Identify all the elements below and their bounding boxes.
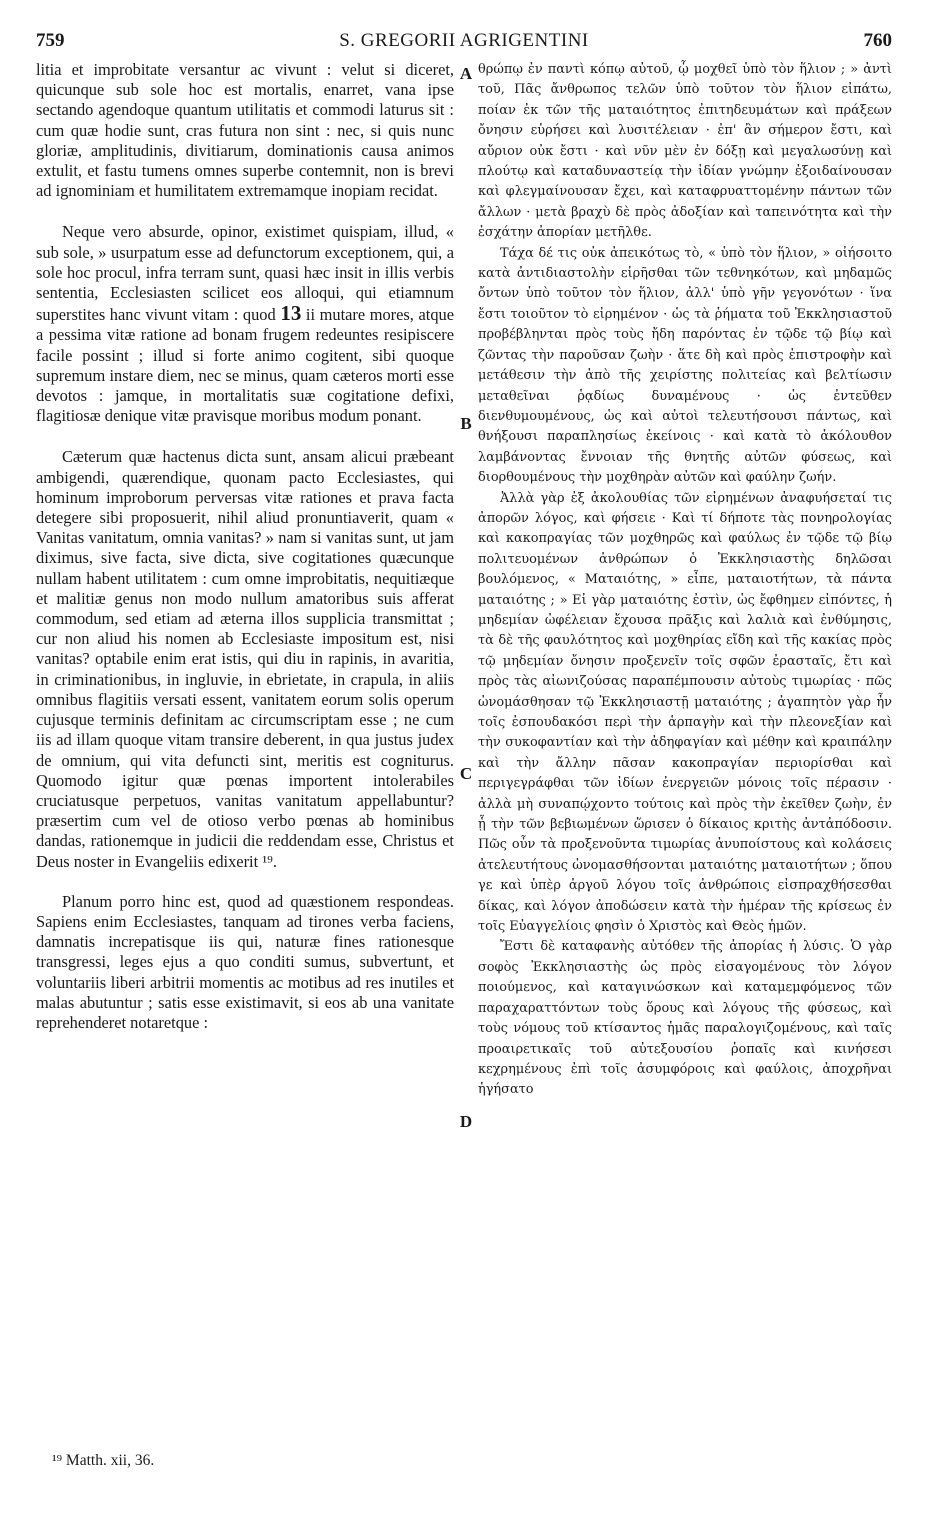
page-number-right: 760 — [863, 30, 892, 51]
greek-paragraph-3: Ἀλλὰ γὰρ ἐξ ἀκολουθίας τῶν εἰρημένων ἀναφυήσεταί τις ἀπορῶν λόγος, καὶ φήσειε · Καὶ τί δήποτε τὰς πονηρολογίας καὶ κακοπραγίας τῶν μοχθηρῶς καὶ φαύλως ἐν τῷδε τῷ βίῳ πολιτευομένων ἀνθρώπων ὁ Ἐκκλησιαστὴς δηλῶσαι βουλόμενος, « Ματαιότης, » εἶπε, ματαιοτήτων, τὰ πάντα ματαιότης ; » Εἰ γὰρ ματαιότης ἐστὶν, ὡς ἔφθημεν εἰπόντες, ἡ μηδεμίαν ὠφέλειαν ἔχουσα πρᾶξις καὶ λαλιὰ καὶ ἐνθύμησις, τὰ δὲ τῆς φαυλότητος καὶ μοχθηρίας εἴδη καὶ τῆς κακίας πρὸς τῷ μηδεμίαν ὄνησιν προξενεῖν τοῖς σφῶν ἐρασταῖς, ἔτι καὶ πρὸς τὰς αἰωνιζούσας παραπέμπουσιν αὐτοὺς τιμωρίας · πῶς ὠνομάσθησαν τῷ Ἐκκλησιαστῇ ματαιότης ; ἀγαπητὸν γὰρ ἦν τοῖς ἐσπουδακόσι περὶ τὴν ἁρπαγὴν καὶ τὴν πλεονεξίαν καὶ τὴν συκοφαντίαν καὶ τὴν ἀδηφαγίαν καὶ μέθην καὶ κραιπάλην καὶ τὴν ἄλλην πᾶσαν κακοπραγίαν περιορίσθαι καὶ περιγεγράφθαι τῶν ἰδίων ἐνεργειῶν μόνοις τοῖς πέρασιν · ἀλλὰ μὴ συναπῴχοντο τούτοις καὶ πρὸς τὴν ἐκεῖθεν ζωὴν, ἐν ᾗ τὴν τῶν βεβιωμένων ὥρισεν ὁ δίκαιος κριτὴς ἀντἀπόδοσιν. Πῶς οὖν τὰ προξενοῦντα τιμωρίας ἀνυποίστους καὶ κολάσεις ἀτελευτήτους ὠνομασθήσονται ματαιότης ματαιοτήτων ; ὅπου γε καὶ ὑπὲρ ἀργοῦ λόγου τοῖς ἀνθρώποις εἰσπραχθήσεσθαι δίκας, καὶ λόγον ἀποδώσειν κατὰ τὴν ἡμέραν τῆς κρίσεως ἐν τοῖς Εὐαγγελίοις φησὶν ὁ Χριστὸς καὶ Θεὸς ἡμῶν. — [478, 490, 892, 935]
latin-column — [36, 60, 454, 1033]
latin-paragraph-2 — [36, 222, 454, 426]
latin-paragraph-4: Planum porro hinc est, quod ad quæstionem respondeas. Sapiens enim Ecclesiastes, tanquam ad tirones verba faciens, damnatis increpatisque iis qui, naturæ fines rationesque transgressi, leges ejus a quo conditi sumus, subvertunt, et voluntariis liberi arbitrii momentis ac motibus ad res inutiles et malas abutuntur ; satis esse existimavit, si eos ab una vanitate reprehenderet notaretque : — [36, 891, 454, 1032]
margin-marker-b: B — [460, 414, 472, 433]
latin-paragraph-2-part-b: ii mutare mores, atque a pessima vitæ ratione ad bonam frugem redeuntes resipiscere facile possint ; illud si forte animo cogitent, sibi quoque supremum instare diem, nec se minus, quam cæteros morti esse devotos : jamque, in mortalitatis suæ cogitatione defixi, flagitiosæ denique vitæ pravisque moribus modum ponant. — [36, 305, 454, 426]
greek-paragraph-4: Ἔστι δὲ καταφανὴς αὐτόθεν τῆς ἀπορίας ἡ λύσις. Ὁ γὰρ σοφὸς Ἐκκλησιαστὴς ὡς πρὸς εἰσαγομένους τὸν λόγον ποιούμενος, καὶ καταγινώσκων καὶ καταμεμφόμενος τῶν παραχαραττόντων τοὺς ὅρους καὶ λόγους τῆς φύσεως, καὶ τοὺς νόμους τοῦ κτίσαντος ἡμᾶς παραλογιζομένους, καὶ ταῖς προαιρετικαῖς τοῦ αὐτεξουσίου ῥοπαῖς καὶ κινήσεσι κεχρημένους ἐπὶ τοῖς ἀσυμφόροις καὶ φαύλοις, ἀποχρῆναι ἡγήσατο — [478, 939, 892, 1098]
greek-paragraph-1: θρώπῳ ἐν παντὶ κόπῳ αὐτοῦ, ᾧ μοχθεῖ ὑπὸ τὸν ἥλιον ; » ἀντὶ τοῦ, Πᾶς ἄνθρωπος τελῶν ὑπὸ τοῦτον τὸν ἥλιον εἰπάτω, ποίαν ἐκ τῶν τῆς ματαιότητος ἐπιτηδευμάτων καὶ πράξεων ὄνησιν εὑρήσει καὶ λυσιτέλειαν · ἐπ' ἂν σήμερον ἔστι, καὶ αὔριον οὐκ ἔστι · καὶ νῦν μὲν ἐν δόξῃ καὶ μεγαλωσύνῃ καὶ πλούτῳ καὶ καταδυναστείᾳ τὴν ἰδίαν γνώμην ἐξοιδαίνουσαν καὶ φλεγμαίνουσαν ἔχει, καὶ καταφρυαττομένην πάντων τῶν ἄλλων · μετὰ βραχὺ δὲ πρὸς ἀδοξίαν καὶ ταπεινότητα καὶ τὴν ἐσχάτην ἀπορίαν μετῆλθε. — [478, 62, 892, 241]
footnote: ¹⁹ Matth. xii, 36. — [52, 1452, 155, 1469]
latin-paragraph-3: Cæterum quæ hactenus dicta sunt, ansam alicui præbeant ambigendi, quærendique, quonam pacto Ecclesiastes, qui hominum improborum perversas vitæ rationes et prava facta detegere sibi proposuerit, nihil aliud pronuntiaverit, quam « Vanitas vanitatum, omnia vanitas? » nam si vanitas sunt, ut jam diximus, sive facta, sive dicta, sive cogitationes quæcunque nullam habent utilitatem : cum omne improbitatis, nequitiæque et malitiæ genus non modo nullum amatoribus suis afferat commodum, sed etiam ad æterna illos supplicia transmittat ; cur non aliud his nomen ab Ecclesiaste impositum est, nisi vanitas? optabile enim erat istis, qui diu in rapinis, in avaritia, in criminationibus, in ingluvie, in ebrietate, in crapula, in aliis omnibus flagitiis versati essent, vanitatem eorum solis operum cujusque terminis definitam ac circumscriptam esse ; ne cum iis ad illam quoque vitam transire deberent, in qua justus judex de omnium, qui vita defuncti sint, meritis est cogniturus. Quomodo igitur quæ pœnas importent intolerabiles cruciatusque perpetuos, vanitas vanitatum appellabuntur? præsertim cum vel de otioso verbo pœnas ab hominibus dandas, rationemque in judicii die reddendam esse, Christus et Deus noster in Evangeliis edixerit ¹⁹. — [36, 447, 454, 871]
margin-marker-d: D — [459, 1112, 473, 1131]
page-header — [36, 30, 892, 54]
latin-paragraph-2-part-a: Neque vero absurde, opinor, existimet quispiam, illud, « sub sole, » usurpatum esse ad defunctorum exceptionem, qui, a sole hoc procul, infra terram sunt, quasi hæc insit in illis verbis sententia, Ecclesiasten scilicet eos alloqui, qui etiamnum superstites hanc vivunt vitam : quod — [36, 222, 454, 325]
margin-marker-a: A — [459, 64, 473, 83]
running-title: S. GREGORII AGRIGENTINI — [339, 30, 589, 51]
greek-column — [478, 60, 892, 1101]
page-number-left: 759 — [36, 30, 65, 51]
margin-marker-c: C — [459, 764, 473, 783]
latin-paragraph-1: litia et improbitate versantur ac vivunt : velut si diceret, quicunque sub sole hoc est mortalis, enarret, vana ipse sectando agendoque quantum utilitatis et commodi laturus sit : cum quæ hodie sunt, cras futura non sint : nec, si quis nunc gloriæ, amplitudinis, divitiarum, dominationis causa animos extulit, et fastu tumens omnes superbe contemnit, non is brevi ad ignominiam et humilitatem extremamque inopiam recidat. — [36, 60, 454, 201]
section-number: 13 — [280, 301, 302, 326]
greek-paragraph-2: Τάχα δέ τις οὐκ ἀπεικότως τὸ, « ὑπὸ τὸν ἥλιον, » οἰήσοιτο κατὰ ἀντιδιαστολὴν εἰρῆσθαι τῶν τεθνηκότων, καὶ μηδαμῶς ὄντων ὑπὸ τοῦτον τὸν ἥλιον, ἀλλ' ὑπὸ γῆν γεγονότων · ἵνα ἔστι τοιοῦτον τὸ εἰρημένον · ὡς τὰ ῥήματα τοῦ Ἐκκλησιαστοῦ προβέβληνται πρὸς τοὺς ἤδη παρόντας ἐν τῷδε τῷ βίῳ καὶ ζῶντας τὴν παροῦσαν ζωὴν · ἅτε δὴ καὶ πρὸς ἐπιστροφὴν καὶ μετάθεσιν τὴν ἀπὸ τῆς χειρίστης πολιτείας καὶ βελτίωσιν μεταθεῖναι ῥᾳδίως δυναμένους · ὡς ἐντεῦθεν διενθυμουμένους, ὡς καὶ αὐτοὶ τελευτήσουσι πάντως, καὶ θνήξουσι παραπλησίως ἐκείνοις · καὶ κατὰ τὸ ἀκόλουθον λαμβάνοντας ἔννοιαν τῆς θνητῆς αὐτῶν φύσεως, καὶ διορθουμένους τὴν μοχθηρὰν αὐτῶν καὶ φαύλην ζωήν. — [478, 245, 892, 486]
